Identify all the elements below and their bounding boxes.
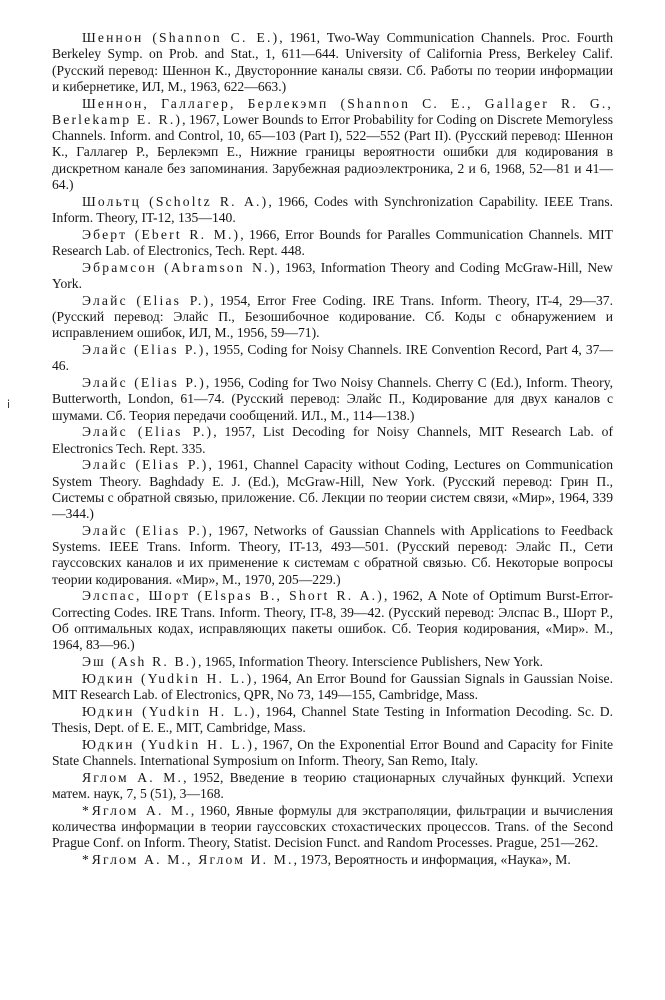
- reference-entry: [52, 293, 613, 342]
- reference-entry: [52, 96, 613, 194]
- reference-authors: Шольтц (Scholtz R. A.): [82, 193, 269, 209]
- reference-entry: [52, 375, 613, 424]
- reference-authors: Шеннон, Галлагер, Берлекэмп (Shannon C. E., Gallager R. G., Berlekamp E. R.): [52, 95, 613, 127]
- reference-entry: [52, 654, 613, 670]
- reference-authors: Юдкин (Yudkin H. L.): [82, 703, 257, 719]
- reference-authors: Элайс (Elias P.): [82, 522, 209, 538]
- reference-entry: [52, 770, 613, 803]
- reference-authors: Эш (Ash R. B.): [82, 653, 198, 669]
- reference-details: , 1967, Lower Bounds to Error Probability for Coding on Discrete Memoryless Channels. Inform. and Control, 10, 65—103 (Part I), 522—552 (Part II). (Русский перевод: Шеннон К., Галлагер Р., Берлекэмп Е., Нижние границы вероятности ошибки для кодирования в дискретном канале без запоминания. Зарубежная радиоэлектроника, 2 и 6, 1968, 52—81 и 41—64.): [52, 111, 613, 193]
- margin-mark: ⅰ: [7, 399, 11, 411]
- reference-details: , 1957, List Decoding for Noisy Channels, MIT Research Lab. of Electronics Tech. Rept. 335.: [52, 424, 613, 456]
- reference-entry: [52, 227, 613, 260]
- reference-star-mark: *: [82, 851, 89, 867]
- reference-details: , 1965, Information Theory. Interscience Publishers, New York.: [198, 653, 544, 669]
- reference-authors: Элайс (Elias P.): [82, 457, 209, 473]
- reference-details: , 1955, Coding for Noisy Channels. IRE Convention Record, Part 4, 37—46.: [52, 341, 614, 374]
- reference-authors: Шеннон (Shannon C. E.): [82, 30, 280, 45]
- bibliography-page: [52, 30, 613, 869]
- reference-entry: [52, 194, 613, 227]
- reference-entry: [52, 671, 613, 704]
- reference-details: , 1973, Вероятность и информация, «Наука», М.: [293, 851, 571, 867]
- reference-entry: [52, 704, 613, 737]
- reference-authors: Эбрамсон (Abramson N.): [82, 259, 277, 275]
- reference-entry: [52, 457, 613, 522]
- reference-details: , 1967, On the Exponential Error Bound and Capacity for Finite State Channels. International Symposium on Inform. Theory, San Remo, Italy.: [52, 736, 614, 768]
- reference-star-mark: *: [82, 802, 89, 818]
- reference-entry: [52, 737, 613, 770]
- reference-authors: Элспас, Шорт (Elspas B., Short R. A.): [82, 588, 384, 604]
- reference-details: , 1954, Error Free Coding. IRE Trans. Inform. Theory, IT-4, 29—37. (Русский перевод: Элайс П., Безошибочное кодирование. Сб. Коды с обнаружением и исправлением ошибок, ИЛ, М., 1956, 59—71).: [52, 292, 613, 341]
- reference-details: , 1956, Coding for Two Noisy Channels. Cherry C (Ed.), Inform. Theory, Butterworth, London, 61—74. (Русский перевод: Элайс П., Кодирование для двух каналов с шумами. Сб. Теория передачи сообщений. ИЛ., М., 114—138.): [52, 374, 614, 423]
- reference-authors: Элайс (Elias P.): [82, 341, 206, 357]
- reference-details: , 1964, An Error Bound for Gaussian Signals in Gaussian Noise. MIT Research Lab. of Electronics, QPR, No 73, 149—155, Cambridge, Mass.: [52, 670, 613, 702]
- reference-details: , 1967, Networks of Gaussian Channels with Applications to Feedback Systems. IEEE Trans. Inform. Theory, IT-13, 493—501. (Русский перевод: Элайс П., Сети гауссовских каналов и их применение к системам с обратной связью. Сб. Некоторые вопросы теории кодирования. «Мир», М., 1970, 205—229.): [52, 522, 613, 587]
- reference-authors: Элайс (Elias P.): [82, 374, 206, 390]
- reference-authors: Юдкин (Yudkin H. L.): [82, 670, 254, 686]
- reference-entry: [52, 523, 613, 588]
- reference-entry: [52, 260, 613, 293]
- reference-details: , 1961, Channel Capacity without Coding, Lectures on Communication System Theory. Baghdady E. J. (Ed.), McGraw-Hill, New York. (Русский перевод: Грин П., Системы с обратной связью, приложение. Сб. Лекции по теории систем связи, «Мир», 1964, 339—344.): [52, 457, 614, 522]
- reference-authors: Юдкин (Yudkin H. L.): [82, 736, 255, 752]
- reference-details: , 1962, A Note of Optimum Burst-Error-Correcting Codes. IRE Trans. Inform. Theory, IT-8, 39—42. (Русский перевод: Элспас В., Шорт Р., Об оптимальных кодах, исправляющих пакеты ошибок. Сб. Теория кодирования, «Мир». М., 1964, 83—96.): [52, 588, 613, 653]
- reference-entry: [52, 852, 613, 868]
- reference-entry: [52, 30, 613, 95]
- reference-details: , 1964, Channel State Testing in Information Decoding. Sc. D. Thesis, Dept. of E. E., MIT, Cambridge, Mass.: [52, 703, 613, 735]
- reference-authors: Элайс (Elias P.): [82, 292, 211, 308]
- reference-authors: Элайс (Elias P.): [82, 424, 214, 440]
- reference-entry: [52, 588, 613, 653]
- reference-entry: [52, 424, 613, 457]
- reference-authors: Эберт (Ebert R. M.): [82, 226, 241, 242]
- reference-details: , 1966, Codes with Synchronization Capability. IEEE Trans. Inform. Theory, IT-12, 135—140.: [52, 193, 614, 226]
- reference-details: , 1966, Error Bounds for Paralles Communication Channels. MIT Research Lab. of Electronics, Tech. Rept. 448.: [52, 226, 613, 259]
- reference-authors: Яглом А. М.: [82, 769, 184, 785]
- reference-entry: [52, 342, 613, 375]
- reference-authors: Яглом А. М., Яглом И. М.: [91, 851, 294, 867]
- reference-details: , 1963, Information Theory and Coding McGraw-Hill, New York.: [52, 259, 613, 292]
- reference-authors: Яглом А. М.: [91, 802, 191, 818]
- reference-entry: [52, 803, 613, 852]
- reference-details: , 1952, Введение в теорию стационарных случайных функций. Успехи матем. наук, 7, 5 (51), 3—168.: [52, 769, 613, 801]
- reference-details: , 1960, Явные формулы для экстраполяции, фильтрации и вычисления количества информации в теории гауссовских стохастических процессов. Trans. of the Second Prague Conf. on Inform. Theory, Statist. Decision Funct. and Random Processes. Prague, 251—262.: [52, 802, 613, 851]
- reference-details: , 1961, Two-Way Communication Channels. Proc. Fourth Berkeley Symp. on Prob. and Stat., 1, 611—644. University of California Press, Berkeley Calif. (Русский перевод: Шеннон К., Двусторонние каналы связи. Сб. Работы по теории информации и кибернетике, ИЛ, М., 1963, 622—663.): [52, 30, 613, 94]
